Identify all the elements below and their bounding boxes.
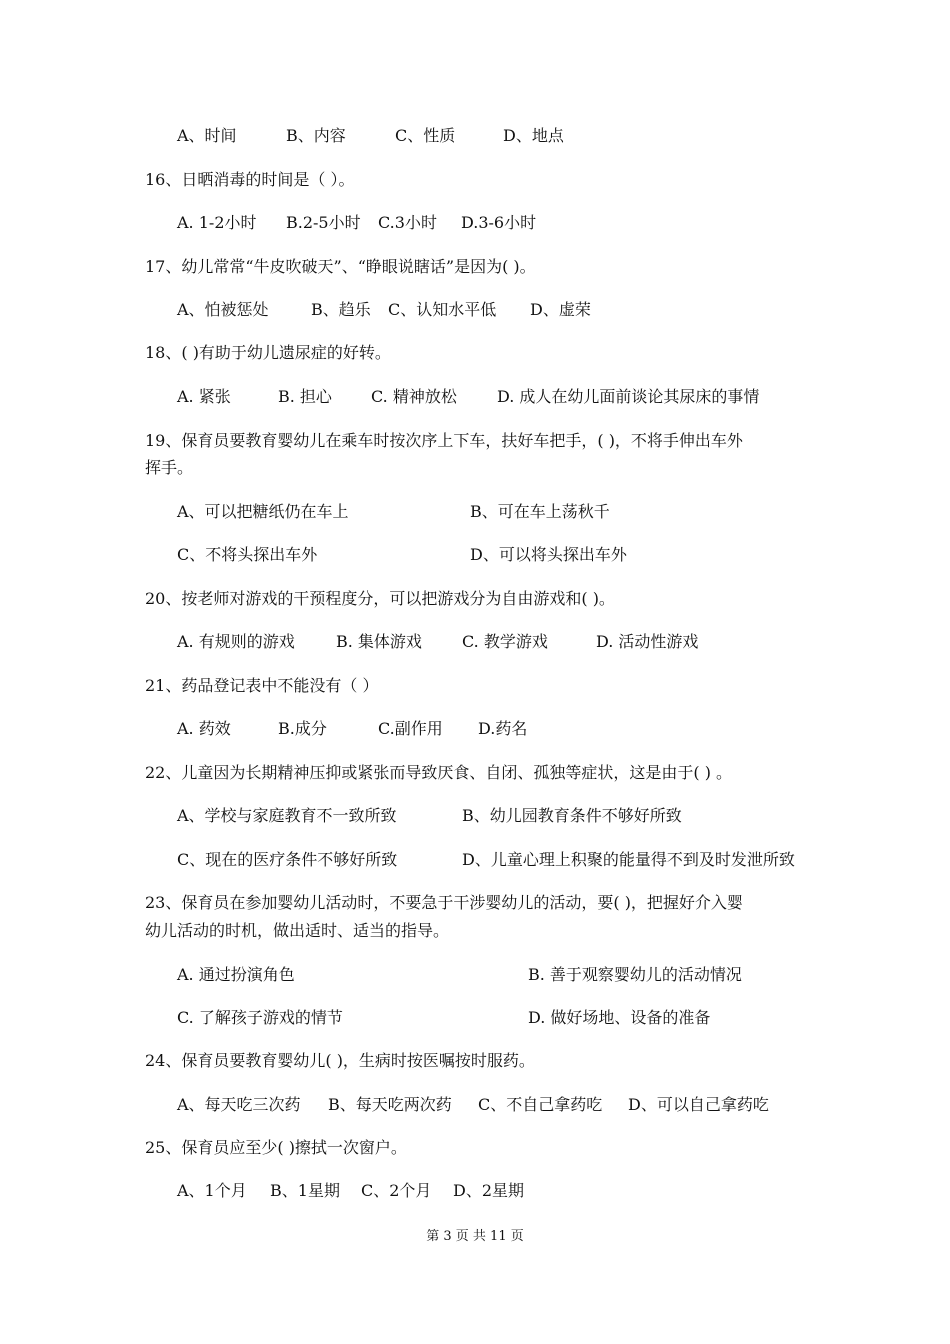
answer-option: C.3小时 <box>378 213 437 232</box>
answer-option: B、趋乐 <box>311 300 371 319</box>
answer-option: D.3-6小时 <box>461 213 537 232</box>
answer-option: C. 了解孩子游戏的情节 <box>177 1008 343 1027</box>
answer-option: A、每天吃三次药 <box>177 1095 301 1114</box>
answer-option: C、不自己拿药吃 <box>478 1095 603 1114</box>
answer-option: C. 教学游戏 <box>462 632 548 651</box>
answer-option: D. 活动性游戏 <box>596 632 699 651</box>
answer-option: B、可在车上荡秋千 <box>470 502 610 521</box>
answer-option: C、性质 <box>395 126 456 145</box>
question-text: 18、( )有助于幼儿遗尿症的好转。 <box>145 343 391 362</box>
answer-option: B、内容 <box>286 126 346 145</box>
answer-option: D. 做好场地、设备的准备 <box>528 1008 711 1027</box>
question-text: 23、保育员在参加婴幼儿活动时，不要急于干涉婴幼儿的活动，要( )，把握好介入婴 <box>145 893 743 912</box>
answer-option: A、怕被惩处 <box>177 300 269 319</box>
answer-option: B. 善于观察婴幼儿的活动情况 <box>528 965 742 984</box>
answer-option: A. 通过扮演角色 <box>177 965 295 984</box>
question-text: 25、保育员应至少( )擦拭一次窗户。 <box>145 1138 407 1157</box>
question-text: 21、药品登记表中不能没有（ ） <box>145 676 379 695</box>
answer-option: D、可以将头探出车外 <box>470 545 627 564</box>
question-text: 22、儿童因为长期精神压抑或紧张而导致厌食、自闭、孤独等症状，这是由于( ) 。 <box>145 763 733 782</box>
answer-option: A、学校与家庭教育不一致所致 <box>177 806 397 825</box>
question-text: 24、保育员要教育婴幼儿( )，生病时按医嘱按时服药。 <box>145 1051 535 1070</box>
answer-option: B、幼儿园教育条件不够好所致 <box>462 806 682 825</box>
question-text: 幼儿活动的时机，做出适时、适当的指导。 <box>145 921 450 940</box>
answer-option: B.成分 <box>278 719 327 738</box>
answer-option: D、地点 <box>503 126 564 145</box>
answer-option: D、可以自己拿药吃 <box>628 1095 769 1114</box>
answer-option: A. 药效 <box>177 719 231 738</box>
answer-option: B. 集体游戏 <box>336 632 422 651</box>
question-text: 挥手。 <box>145 458 194 477</box>
answer-option: C、不将头探出车外 <box>177 545 318 564</box>
answer-option: A、时间 <box>177 126 237 145</box>
answer-option: D.药名 <box>478 719 528 738</box>
question-text: 16、日晒消毒的时间是（ ）。 <box>145 170 355 189</box>
answer-option: D、2星期 <box>453 1181 525 1200</box>
answer-option: A. 有规则的游戏 <box>177 632 295 651</box>
answer-option: B. 担心 <box>278 387 332 406</box>
answer-option: D、儿童心理上积聚的能量得不到及时发泄所致 <box>462 850 795 869</box>
question-text: 20、按老师对游戏的干预程度分，可以把游戏分为自由游戏和( )。 <box>145 589 615 608</box>
answer-option: C、现在的医疗条件不够好所致 <box>177 850 398 869</box>
answer-option: C.副作用 <box>378 719 443 738</box>
answer-option: B、每天吃两次药 <box>328 1095 452 1114</box>
answer-option: B.2-5小时 <box>286 213 361 232</box>
question-text: 17、幼儿常常“牛皮吹破天”、“睁眼说瞎话”是因为( )。 <box>145 257 536 276</box>
page-footer: 第 3 页 共 11 页 <box>426 1229 524 1244</box>
answer-option: A、可以把糖纸仍在车上 <box>177 502 349 521</box>
answer-option: B、1星期 <box>270 1181 340 1200</box>
answer-option: D、虚荣 <box>530 300 591 319</box>
answer-option: A. 1-2小时 <box>177 213 257 232</box>
answer-option: C、2个月 <box>361 1181 432 1200</box>
answer-option: A. 紧张 <box>177 387 231 406</box>
answer-option: C、认知水平低 <box>388 300 497 319</box>
answer-option: A、1个月 <box>177 1181 247 1200</box>
question-text: 19、保育员要教育婴幼儿在乘车时按次序上下车，扶好车把手，( )，不将手伸出车外 <box>145 431 743 450</box>
answer-option: D. 成人在幼儿面前谈论其尿床的事情 <box>497 387 760 406</box>
answer-option: C. 精神放松 <box>371 387 457 406</box>
